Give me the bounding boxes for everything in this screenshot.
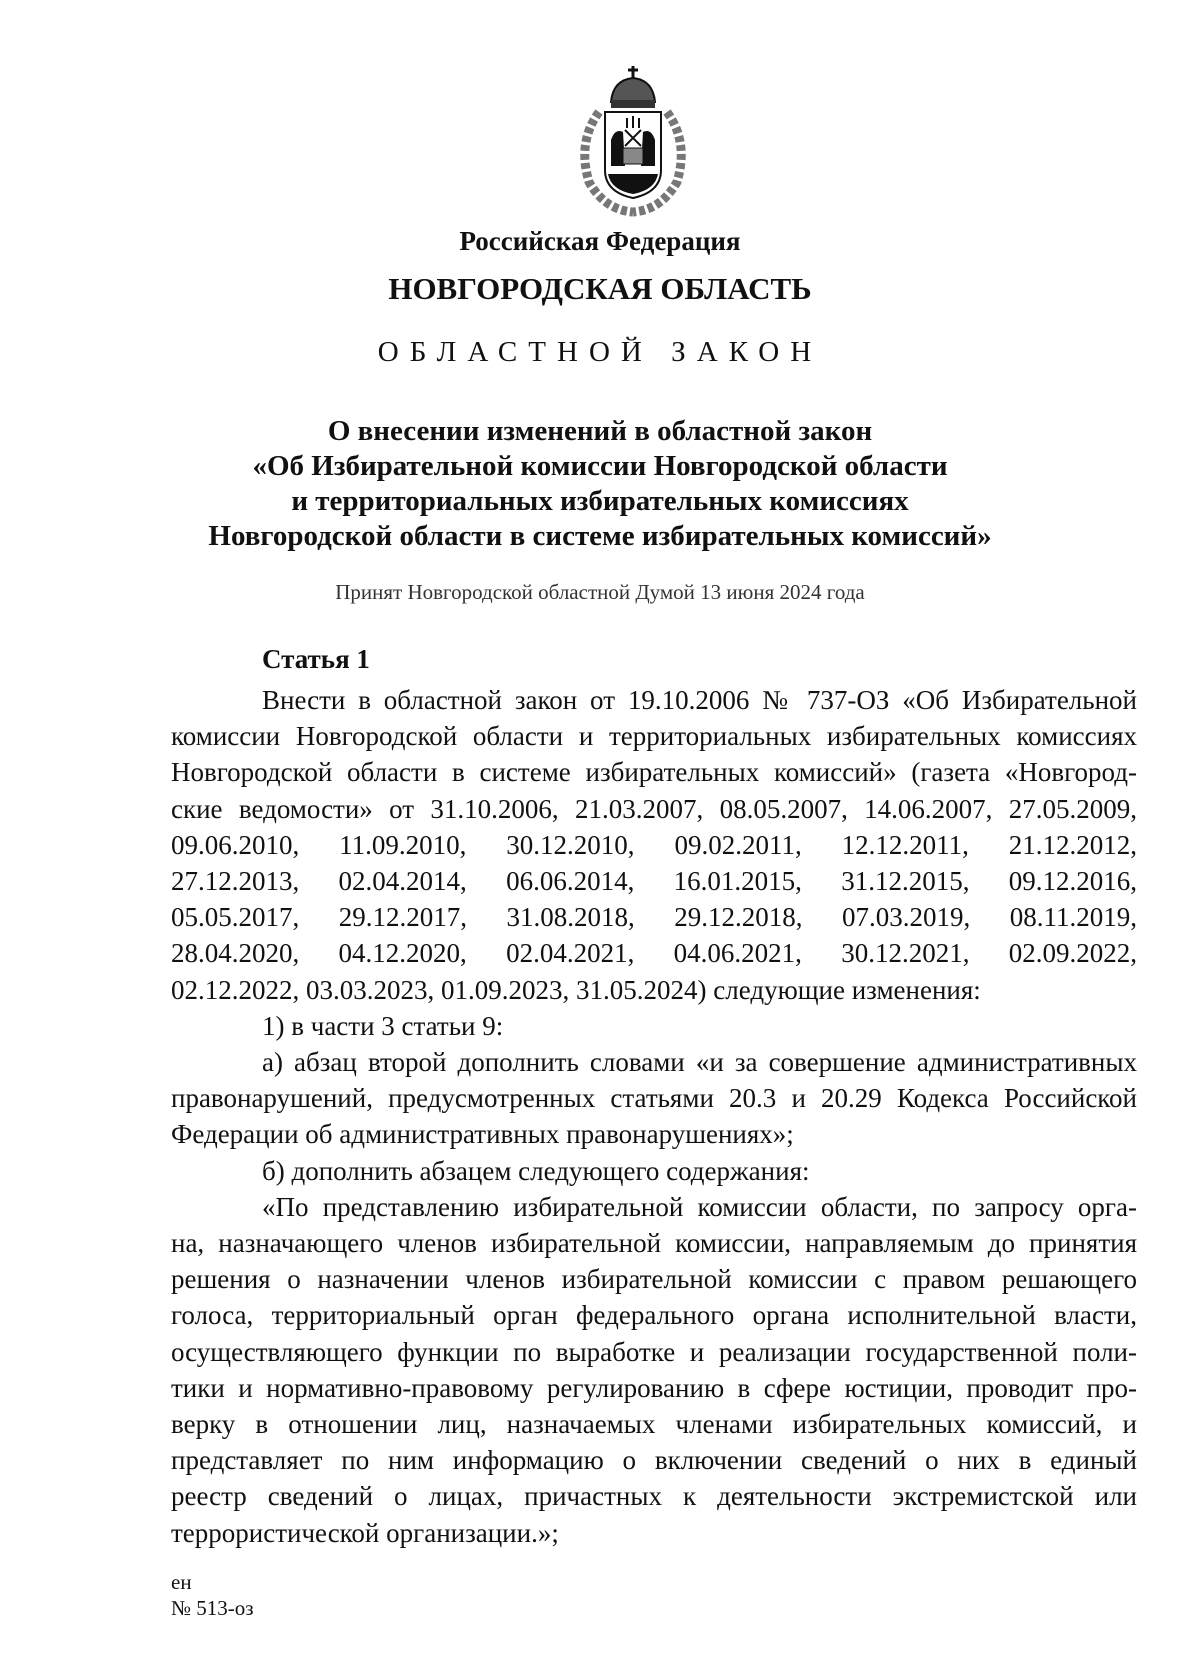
footer-doc-number: № 513-оз: [171, 1596, 254, 1620]
text-line: на, назначающего членов избирательной комиссии, направляемым до принятия: [171, 1228, 1137, 1259]
text-line: а) абзац второй дополнить словами «и за совершение административных: [262, 1047, 1137, 1078]
text-line: 02.12.2022, 03.03.2023, 01.09.2023, 31.05.2024) следующие изменения:: [171, 974, 981, 1005]
article-body: [171, 682, 1137, 1551]
text-line: Федерации об административных правонарушениях»;: [171, 1119, 794, 1150]
text-line: реестр сведений о лицах, причастных к деятельности экстремистской или: [171, 1481, 1137, 1512]
text-line: террористической организации.»;: [171, 1517, 559, 1548]
text-line: 1) в части 3 статьи 9:: [262, 1010, 504, 1041]
text-line: 27.12.2013, 02.04.2014, 06.06.2014, 16.01.2015, 31.12.2015, 09.12.2016,: [171, 866, 1137, 897]
text-line: представляет по ним информацию о включении сведений о них в единый: [171, 1445, 1137, 1476]
text-line: тики и нормативно-правовому регулированию в сфере юстиции, проводит про-: [171, 1372, 1137, 1403]
country-heading: Российская Федерация: [459, 226, 741, 256]
text-line: б) дополнить абзацем следующего содержания:: [262, 1155, 810, 1186]
text-line: верку в отношении лиц, назначаемых членами избирательных комиссий, и: [171, 1409, 1137, 1440]
law-title-line: «Об Избирательной комиссии Новгородской области: [252, 450, 948, 482]
law-title-line: Новгородской области в системе избирательных комиссий»: [208, 520, 992, 552]
text-line: осуществляющего функции по выработке и реализации государственной поли-: [171, 1336, 1137, 1367]
text-line: ские ведомости» от 31.10.2006, 21.03.2007, 08.05.2007, 14.06.2007, 27.05.2009,: [171, 793, 1137, 824]
footer-initials: ен: [171, 1570, 192, 1594]
text-line: «По представлению избирательной комиссии области, по запросу орга-: [262, 1191, 1137, 1222]
text-line: 09.06.2010, 11.09.2010, 30.12.2010, 09.02.2011, 12.12.2011, 21.12.2012,: [171, 829, 1137, 860]
coat-of-arms-emblem: [571, 62, 695, 218]
text-line: Внести в областной закон от 19.10.2006 № 737-ОЗ «Об Избирательной: [262, 685, 1137, 715]
text-line: Новгородской области в системе избирательных комиссий» (газета «Новгород-: [171, 757, 1137, 788]
law-title-line: и территориальных избирательных комиссиях: [291, 485, 909, 517]
adoption-note: Принят Новгородской областной Думой 13 июня 2024 года: [335, 580, 865, 604]
text-line: решения о назначении членов избирательной комиссии с правом решающего: [171, 1264, 1137, 1295]
text-line: комиссии Новгородской области и территориальных избирательных комиссиях: [171, 721, 1137, 752]
text-line: голоса, территориальный орган федерального органа исполнительной власти,: [171, 1300, 1137, 1331]
text-line: 05.05.2017, 29.12.2017, 31.08.2018, 29.12.2018, 07.03.2019, 08.11.2019,: [171, 902, 1137, 933]
law-title: [0, 414, 1200, 554]
text-line: 28.04.2020, 04.12.2020, 02.04.2021, 04.06.2021, 30.12.2021, 02.09.2022,: [171, 938, 1137, 969]
article-heading: Статья 1: [262, 644, 370, 674]
region-heading: НОВГОРОДСКАЯ ОБЛАСТЬ: [388, 271, 812, 306]
law-title-line: О внесении изменений в областной закон: [327, 415, 873, 447]
text-line: правонарушений, предусмотренных статьями 20.3 и 20.29 Кодекса Российской: [171, 1083, 1137, 1114]
document-type: ОБЛАСТНОЙ ЗАКОН: [377, 336, 823, 368]
